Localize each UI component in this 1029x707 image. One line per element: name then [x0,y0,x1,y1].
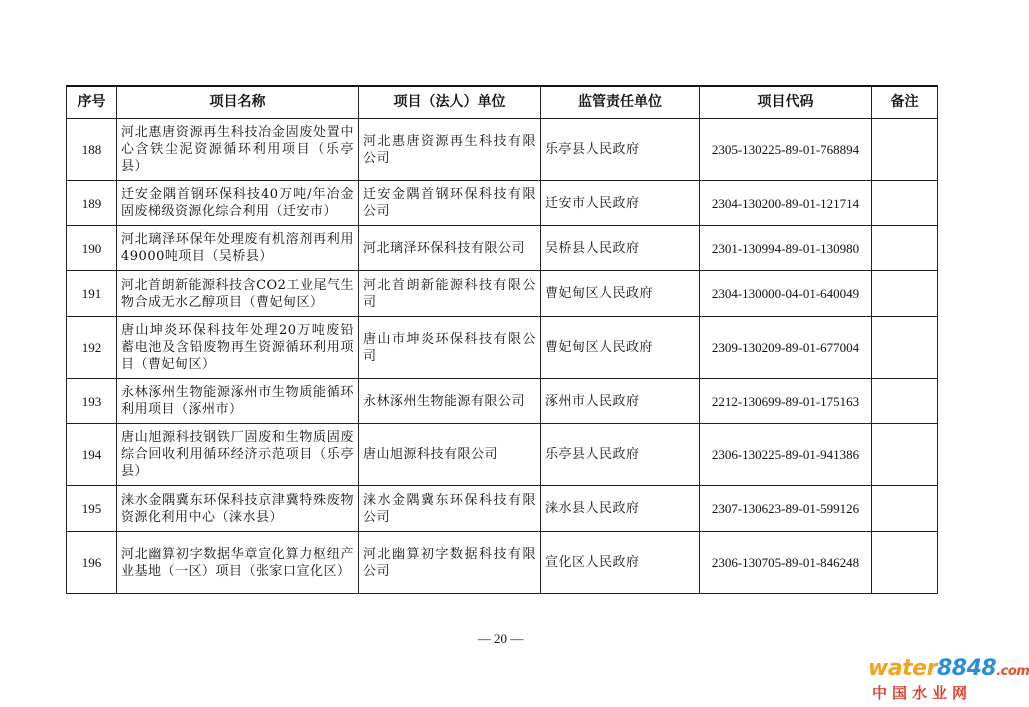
watermark-logo [868,656,1029,703]
cell-legal-unit: 唐山旭源科技有限公司 [359,424,541,486]
header-note: 备注 [872,86,938,119]
cell-legal-unit: 河北惠唐资源再生科技有限公司 [359,119,541,181]
cell-legal-unit: 河北璃泽环保科技有限公司 [359,226,541,271]
cell-no: 195 [67,486,117,532]
cell-legal-unit: 唐山市坤炎环保科技有限公司 [359,317,541,379]
cell-project-name: 河北首朗新能源科技含CO2工业尾气生物合成无水乙醇项目（曹妃甸区） [117,271,359,317]
cell-legal-unit: 河北首朗新能源科技有限公司 [359,271,541,317]
table-row [67,226,938,271]
cell-project-code: 2305-130225-89-01-768894 [700,119,872,181]
cell-project-code: 2306-130705-89-01-846248 [700,532,872,594]
cell-legal-unit: 河北幽算初字数据科技有限公司 [359,532,541,594]
table-row [67,532,938,594]
table-row [67,486,938,532]
cell-project-code: 2301-130994-89-01-130980 [700,226,872,271]
cell-project-name: 河北惠唐资源再生科技冶金固废处置中心含铁尘泥资源循环利用项目（乐亭县） [117,119,359,181]
cell-no: 191 [67,271,117,317]
cell-no: 192 [67,317,117,379]
cell-project-name: 迁安金隅首钢环保科技40万吨/年冶金固废梯级资源化综合利用（迁安市） [117,181,359,226]
cell-legal-unit: 永林涿州生物能源有限公司 [359,379,541,424]
header-supervisor: 监管责任单位 [541,86,700,119]
table-row [67,271,938,317]
cell-project-code: 2212-130699-89-01-175163 [700,379,872,424]
cell-no: 189 [67,181,117,226]
table-row [67,317,938,379]
cell-project-code: 2304-130200-89-01-121714 [700,181,872,226]
cell-supervisor: 乐亭县人民政府 [541,119,700,181]
cell-legal-unit: 涞水金隅冀东环保科技有限公司 [359,486,541,532]
cell-project-name: 唐山旭源科技钢铁厂固废和生物质固废综合回收利用循环经济示范项目（乐亭县） [117,424,359,486]
cell-note [872,379,938,424]
table-row [67,424,938,486]
cell-note [872,532,938,594]
table-row [67,379,938,424]
cell-supervisor: 曹妃甸区人民政府 [541,271,700,317]
header-no: 序号 [67,86,117,119]
watermark-subtitle: 中国水业网 [872,684,973,702]
page-number: — 20 — [477,631,524,646]
header-project-code: 项目代码 [700,86,872,119]
cell-supervisor: 吴桥县人民政府 [541,226,700,271]
table-row [67,119,938,181]
watermark-word-8848: 8848 [936,656,997,681]
cell-note [872,317,938,379]
cell-legal-unit: 迁安金隅首钢环保科技有限公司 [359,181,541,226]
cell-project-code: 2307-130623-89-01-599126 [700,486,872,532]
cell-note [872,119,938,181]
cell-note [872,486,938,532]
cell-note [872,226,938,271]
cell-project-code: 2306-130225-89-01-941386 [700,424,872,486]
cell-supervisor: 曹妃甸区人民政府 [541,317,700,379]
cell-supervisor: 宣化区人民政府 [541,532,700,594]
cell-project-code: 2309-130209-89-01-677004 [700,317,872,379]
cell-no: 190 [67,226,117,271]
header-legal-unit: 项目（法人）单位 [359,86,541,119]
watermark-wordmark [868,656,1029,684]
cell-note [872,181,938,226]
cell-project-name: 涞水金隅冀东环保科技京津冀特殊废物资源化利用中心（涞水县） [117,486,359,532]
cell-no: 194 [67,424,117,486]
cell-note [872,424,938,486]
cell-supervisor: 涿州市人民政府 [541,379,700,424]
cell-no: 196 [67,532,117,594]
table-row [67,181,938,226]
cell-project-code: 2304-130000-04-01-640049 [700,271,872,317]
cell-project-name: 河北幽算初字数据华章宣化算力枢纽产业基地（一区）项目（张家口宣化区） [117,532,359,594]
watermark-word-water: water [868,656,937,681]
cell-project-name: 河北璃泽环保年处理废有机溶剂再利用49000吨项目（吴桥县） [117,226,359,271]
cell-project-name: 唐山坤炎环保科技年处理20万吨废铅蓄电池及含铅废物再生资源循环利用项目（曹妃甸区） [117,317,359,379]
project-table [66,85,938,594]
cell-supervisor: 乐亭县人民政府 [541,424,700,486]
cell-supervisor: 涞水县人民政府 [541,486,700,532]
cell-note [872,271,938,317]
cell-no: 193 [67,379,117,424]
watermark-word-com: .com [996,664,1029,679]
header-project-name: 项目名称 [117,86,359,119]
cell-no: 188 [67,119,117,181]
cell-project-name: 永林涿州生物能源涿州市生物质能循环利用项目（涿州市） [117,379,359,424]
cell-supervisor: 迁安市人民政府 [541,181,700,226]
table-header-row [67,86,938,119]
